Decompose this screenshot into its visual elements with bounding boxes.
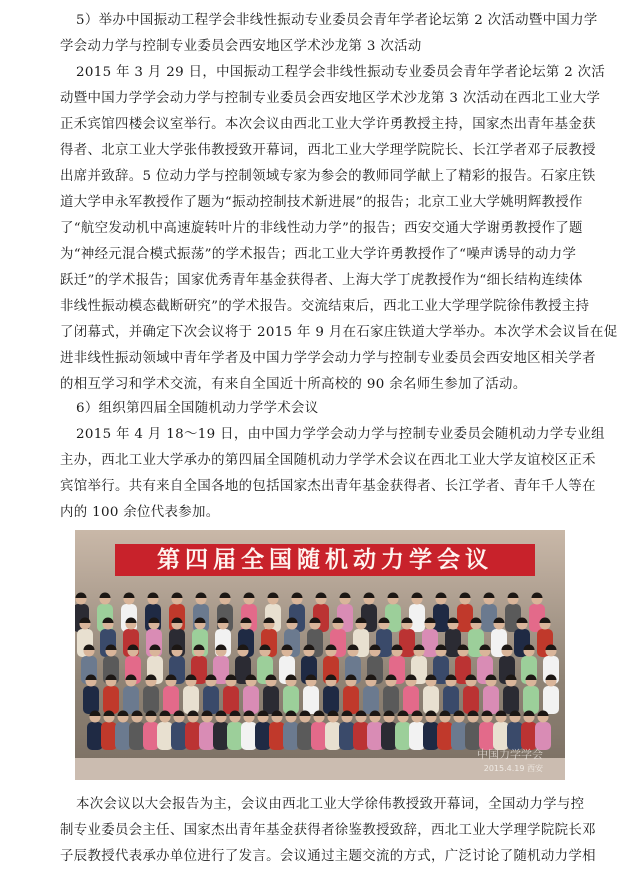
- person-hair: [508, 593, 519, 599]
- person-hair: [436, 593, 447, 599]
- person-body: [87, 722, 103, 750]
- person-body: [311, 722, 327, 750]
- text-line: 本次会议以大会报告为主，会议由西北工业大学徐伟教授致开幕词，全国动力学与控: [76, 797, 585, 812]
- person-hair: [388, 593, 399, 599]
- section5-heading: [60, 8, 636, 60]
- person-body: [123, 686, 139, 714]
- person-body: [199, 722, 215, 750]
- conference-banner: 第四届全国随机动力学会议: [115, 544, 535, 576]
- person-body: [451, 722, 467, 750]
- person-body: [325, 722, 341, 750]
- person-hair: [364, 593, 375, 599]
- person-body: [457, 604, 473, 632]
- text-line: 的相互学习和学术交流，有来自全国近十所高校的 90 余名师生参加了活动。: [60, 377, 527, 392]
- person-body: [437, 722, 453, 750]
- person-body: [422, 629, 438, 657]
- person-hair: [412, 593, 423, 599]
- section5-body: [60, 60, 636, 398]
- text-line: 为“神经元混合模式振荡”的学术报告；西北工业大学许勇教授作了“噪声诱导的动力学: [60, 247, 577, 262]
- text-line: 了“航空发动机中高速旋转叶片的非线性动力学”的报告；西安交通大学谢勇教授作了题: [60, 221, 583, 236]
- text-line: 主办，西北工业大学承办的第四届全国随机动力学学术会议在西北工业大学友谊校区正禾: [60, 453, 596, 468]
- person-hair: [100, 593, 111, 599]
- section6-body: [60, 422, 636, 526]
- person-body: [383, 686, 399, 714]
- person-body: [143, 686, 159, 714]
- person-body: [297, 722, 313, 750]
- text-line: 跃迁”的学术报告；国家优秀青年基金获得者、上海大学丁虎教授作为“细长结构连续体: [60, 273, 583, 288]
- person-body: [367, 722, 383, 750]
- text-line: 得者、北京工业大学张伟教授致开幕词，西北工业大学理学院院长、长江学者邓子辰教授: [60, 143, 596, 158]
- person-body: [83, 686, 99, 714]
- text-line: 宾馆举行。共有来自全国各地的包括国家杰出青年基金获得者、长江学者、青年千人等在: [60, 479, 596, 494]
- person-body: [213, 722, 229, 750]
- section6-heading: [76, 396, 636, 422]
- person-hair: [340, 593, 351, 599]
- person-hair: [484, 593, 495, 599]
- person-hair: [460, 593, 471, 599]
- person-body: [503, 686, 519, 714]
- heading-line: 6）组织第四届全国随机动力学学术会议: [76, 401, 319, 416]
- person-body: [323, 686, 339, 714]
- text-line: 非线性振动模态截断研究”的学术报告。交流结束后，西北工业大学理学院徐伟教授主持: [60, 299, 590, 314]
- person-hair: [244, 593, 255, 599]
- person-hair: [292, 593, 303, 599]
- person-body: [381, 722, 397, 750]
- person-body: [353, 722, 369, 750]
- text-line: 子辰教授代表承办单位进行了发言。会议通过主题交流的方式，广泛讨论了随机动力学相: [60, 849, 596, 864]
- person-body: [463, 686, 479, 714]
- person-body: [543, 686, 559, 714]
- text-line: 2015 年 3 月 29 日，中国振动工程学会非线性振动专业委员会青年学者论坛第 2 次活: [76, 65, 606, 80]
- person-body: [339, 722, 355, 750]
- person-body: [423, 722, 439, 750]
- person-body: [433, 604, 449, 632]
- person-body: [101, 722, 117, 750]
- person-body: [283, 686, 299, 714]
- text-line: 了闭幕式，并确定下次会议将于 2015 年 9 月在石家庄铁道大学举办。本次学术会议旨在促: [60, 325, 618, 340]
- person-hair: [196, 593, 207, 599]
- person-body: [129, 722, 145, 750]
- person-body: [157, 722, 173, 750]
- person-hair: [124, 593, 135, 599]
- person-body: [409, 604, 425, 632]
- person-hair: [148, 593, 159, 599]
- person-body: [395, 722, 411, 750]
- person-body: [523, 686, 539, 714]
- text-line: 2015 年 4 月 18～19 日，由中国力学学会动力学与控制专业委员会随机动力学专业组: [76, 427, 605, 442]
- person-body: [263, 686, 279, 714]
- watermark-logo: 中国力学学会: [477, 748, 543, 761]
- heading-line: 学会动力学与控制专业委员会西安地区学术沙龙第 3 次活动: [60, 39, 422, 54]
- person-body: [443, 686, 459, 714]
- person-body: [103, 686, 119, 714]
- person-hair: [268, 593, 279, 599]
- closing-body: [60, 792, 636, 870]
- photo-date: 2015.4.19 西安: [483, 764, 543, 773]
- text-line: 道大学申永军教授作了题为“振动控制技术新进展”的报告；北京工业大学姚明辉教授作: [60, 195, 583, 210]
- person-body: [115, 722, 131, 750]
- person-hair: [532, 593, 543, 599]
- person-body: [303, 686, 319, 714]
- person-body: [481, 604, 497, 632]
- person-body: [171, 722, 187, 750]
- person-body: [343, 686, 359, 714]
- heading-line: 5）举办中国振动工程学会非线性振动专业委员会青年学者论坛第 2 次活动暨中国力学: [76, 13, 598, 28]
- person-body: [409, 722, 425, 750]
- person-hair: [448, 618, 459, 624]
- person-body: [363, 686, 379, 714]
- person-hair: [316, 593, 327, 599]
- person-hair: [220, 593, 231, 599]
- person-body: [423, 686, 439, 714]
- person-body: [163, 686, 179, 714]
- person-body: [243, 686, 259, 714]
- crowd-figures: [75, 585, 565, 760]
- person-body: [255, 722, 271, 750]
- person-body: [269, 722, 285, 750]
- text-line: 制专业委员会主任、国家杰出青年基金获得者徐鉴教授致辞，西北工业大学理学院院长邓: [60, 823, 596, 838]
- text-line: 内的 100 余位代表参加。: [60, 505, 220, 520]
- person-body: [483, 686, 499, 714]
- person-body: [203, 686, 219, 714]
- text-line: 出席并致辞。5 位动力学与控制领域专家为参会的教师同学献上了精彩的报告。石家庄铁: [60, 169, 596, 184]
- text-line: 正禾宾馆四楼会议室举行。本次会议由西北工业大学许勇教授主持，国家杰出青年基金获: [60, 117, 596, 132]
- person-body: [403, 686, 419, 714]
- text-line: 进非线性振动领域中青年学者及中国力学学会动力学与控制专业委员会西安地区相关学者: [60, 351, 596, 366]
- person-hair: [76, 593, 87, 599]
- person-body: [223, 686, 239, 714]
- person-hair: [172, 593, 183, 599]
- group-photo: [75, 530, 565, 780]
- person-body: [143, 722, 159, 750]
- person-body: [183, 686, 199, 714]
- person-body: [241, 722, 257, 750]
- text-line: 动暨中国力学学会动力学与控制专业委员会西安地区学术沙龙第 3 次活动在西北工业大学: [60, 91, 601, 106]
- person-body: [185, 722, 201, 750]
- person-body: [283, 722, 299, 750]
- person-body: [227, 722, 243, 750]
